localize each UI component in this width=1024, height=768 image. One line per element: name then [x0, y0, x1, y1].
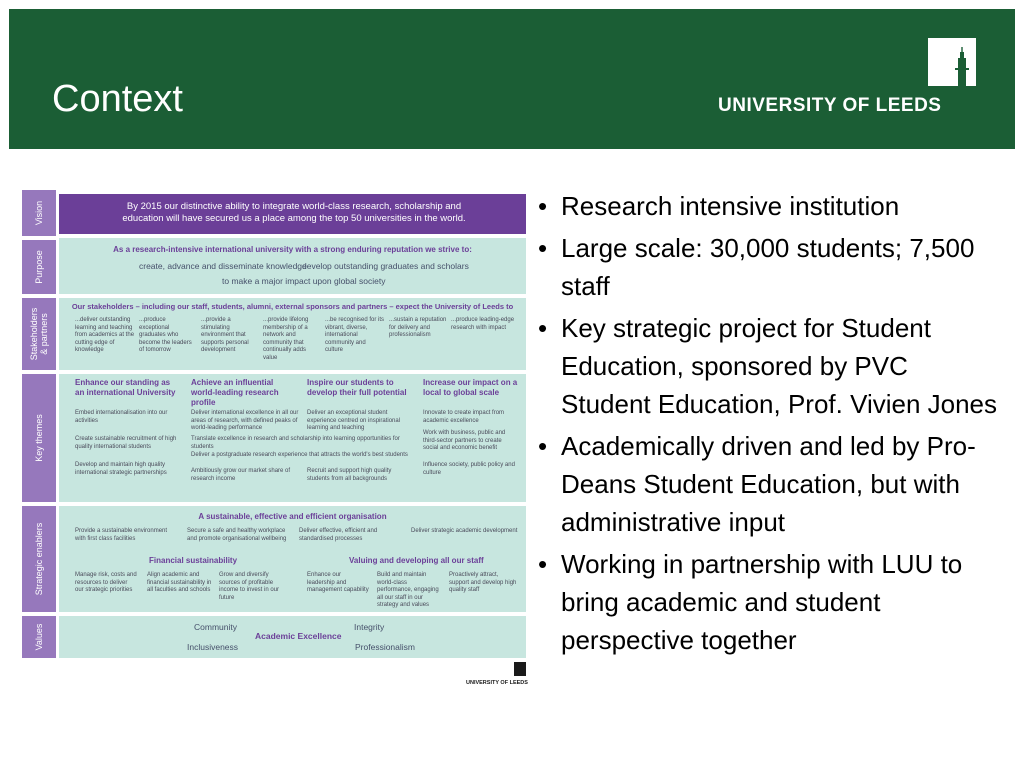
theme-item: Recruit and support high quality students from all backgrounds	[307, 468, 392, 482]
bullet-glyph: •	[538, 191, 548, 221]
finance-item: Manage risk, costs and resources to deliver our strategic priorities	[75, 572, 137, 593]
enablers-heading: A sustainable, effective and efficient organisation	[198, 512, 387, 521]
university-crest-icon	[928, 38, 976, 86]
enabler-item: Provide a sustainable environment with first class facilities	[75, 528, 168, 542]
theme-item: Influence society, public policy and culture	[423, 462, 515, 476]
vision-text: By 2015 our distinctive ability to integrate world-class research, scholarship and education will have secured us a place among the top 50 universities in the world.	[122, 201, 466, 224]
stakeholders-band	[59, 298, 526, 370]
bullet-item: • Research intensive institution	[538, 187, 998, 225]
bullet-glyph: •	[538, 431, 548, 461]
stakeholders-heading: Our stakeholders – including our staff, students, alumni, external sponsors and partners – expect the University of Leeds to	[71, 302, 514, 311]
people-item: Enhance our leadership and management capability	[307, 572, 369, 593]
bullet-item: • Large scale: 30,000 students; 7,500 staff	[538, 229, 998, 305]
theme-heading: Inspire our students to develop their full potential	[307, 378, 407, 397]
values-band	[59, 616, 526, 658]
value-professionalism: Professionalism	[355, 642, 415, 652]
enablers-band	[59, 506, 526, 612]
theme-heading: Achieve an influential world-leading research profile	[191, 378, 279, 407]
stakeholder-item: ...provide a stimulating environment that supports personal development	[201, 317, 249, 353]
theme-item: Create sustainable recruitment of high quality international students	[75, 436, 177, 450]
purpose-item: develop outstanding graduates and scholars	[302, 261, 469, 271]
enabler-item: Deliver strategic academic development	[411, 528, 518, 534]
stakeholder-item: ...produce leading-edge research with impact	[451, 317, 515, 331]
tab-values: Values	[22, 616, 56, 658]
slide-title: Context	[52, 78, 183, 120]
purpose-heading: As a research-intensive international university with a strong enduring reputation we strive to:	[113, 245, 472, 254]
theme-item: Deliver a postgraduate research experience that attracts the world's best students	[191, 452, 408, 458]
bullet-glyph: •	[538, 313, 548, 343]
theme-item: Work with business, public and third-sector partners to create social and economic benefit	[423, 430, 506, 451]
mini-crest-icon	[514, 662, 526, 676]
vision-band	[59, 194, 526, 234]
bullet-list	[538, 187, 998, 663]
tab-purpose: Purpose	[22, 240, 56, 294]
bullet-item: • Key strategic project for Student Education, sponsored by PVC Student Education, Prof. Vivien Jones	[538, 309, 998, 423]
bullet-glyph: •	[538, 549, 548, 579]
theme-item: Translate excellence in research and scholarship into learning opportunities for students	[191, 436, 400, 450]
finance-heading: Financial sustainability	[149, 556, 238, 565]
tab-strategic-enablers: Strategic enablers	[22, 506, 56, 612]
strategy-map	[22, 186, 527, 658]
stakeholder-item: ...produce exceptional graduates who become the leaders of tomorrow	[139, 317, 192, 353]
enabler-item: Secure a safe and healthy workplace and promote organisational wellbeing	[187, 528, 287, 542]
people-item: Build and maintain world-class performance, engaging all our staff in our strategy and values	[377, 572, 439, 608]
theme-heading: Enhance our standing as an international University	[75, 378, 176, 397]
enabler-item: Deliver effective, efficient and standardised processes	[299, 528, 378, 542]
theme-item: Innovate to create impact from academic excellence	[423, 410, 505, 424]
stakeholder-item: ...be recognised for its vibrant, diverse, international community and culture	[325, 317, 385, 353]
theme-item: Develop and maintain high quality international strategic partnerships	[75, 462, 167, 476]
tab-stakeholders: Stakeholders & partners	[22, 298, 56, 370]
people-heading: Valuing and developing all our staff	[349, 556, 484, 565]
theme-item: Embed internationalisation into our activities	[75, 410, 168, 424]
stakeholder-item: ...sustain a reputation for delivery and professionalism	[389, 317, 447, 338]
finance-item: Grow and diversify sources of profitable income to invest in our future	[219, 572, 280, 601]
theme-item: Deliver an exceptional student experience centred on inspirational learning and teaching	[307, 410, 401, 431]
mini-university-logo: UNIVERSITY OF LEEDS	[466, 680, 528, 686]
tab-key-themes: Key themes	[22, 374, 56, 502]
purpose-item: create, advance and disseminate knowledge	[139, 261, 307, 271]
purpose-item: to make a major impact upon global society	[222, 276, 386, 286]
purpose-band	[59, 238, 526, 294]
bullet-item: • Working in partnership with LUU to bring academic and student perspective together	[538, 545, 998, 659]
bullet-glyph: •	[538, 233, 548, 263]
university-logo-text: UNIVERSITY OF LEEDS	[718, 95, 942, 116]
theme-heading: Increase our impact on a local to global scale	[423, 378, 518, 397]
stakeholder-item: ...provide lifelong membership of a network and community that continually adds value	[263, 317, 309, 361]
stakeholder-item: ...deliver outstanding learning and teaching from academics at the cutting edge of knowledge	[75, 317, 135, 353]
value-community: Community	[194, 622, 237, 632]
key-themes-band	[59, 374, 526, 502]
theme-item: Deliver international excellence in all our areas of research, with defined peaks of world-leading performance	[191, 410, 299, 431]
value-integrity: Integrity	[354, 622, 385, 632]
finance-item: Align academic and financial sustainability in all faculties and schools	[147, 572, 212, 593]
bullet-item: • Academically driven and led by Pro-Deans Student Education, but with administrative input	[538, 427, 998, 541]
value-inclusiveness: Inclusiveness	[187, 642, 239, 652]
tab-vision: Vision	[22, 190, 56, 236]
value-academic-excellence: Academic Excellence	[255, 631, 342, 641]
people-item: Proactively attract, support and develop high quality staff	[449, 572, 517, 593]
theme-item: Ambitiously grow our market share of research income	[191, 468, 291, 482]
